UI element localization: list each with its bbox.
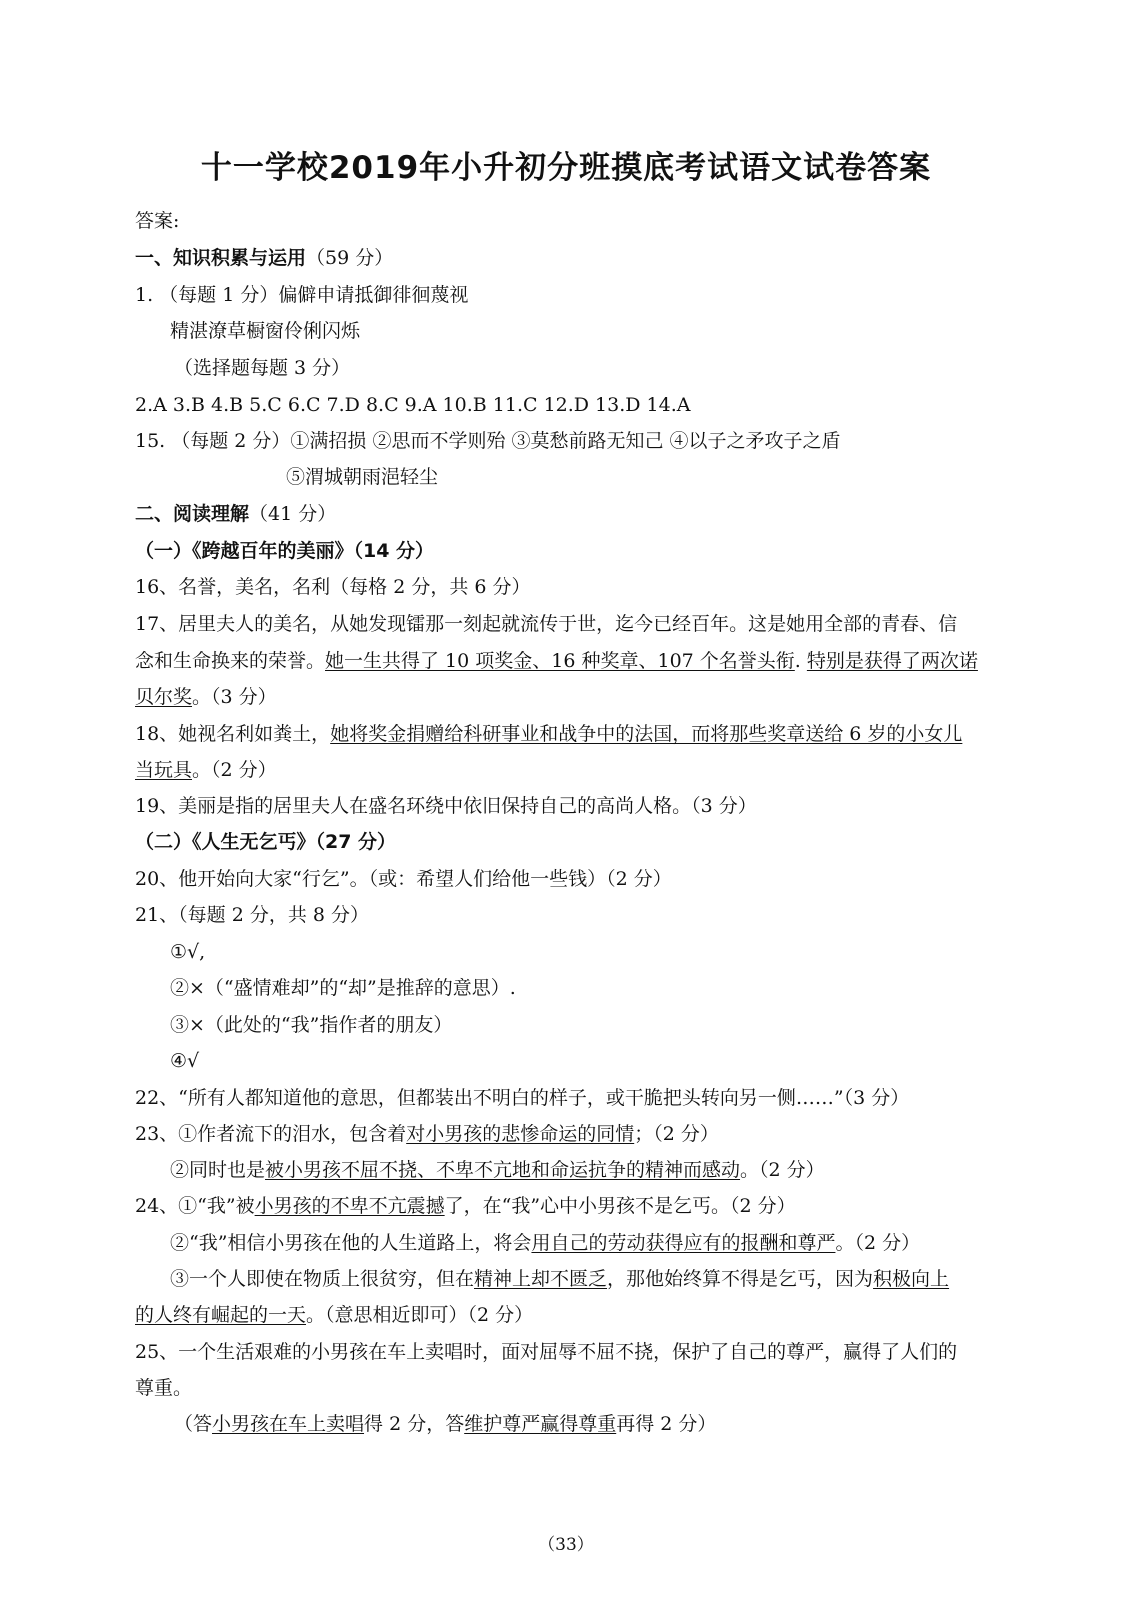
line-text: 2.A 3.B 4.B 5.C 6.C 7.D 8.C 9.A 10.B 11.C 12.D 13.D 14.A [135, 394, 691, 416]
line-text: ⑤渭城朝雨浥轻尘 [286, 466, 439, 488]
subsection-heading [135, 538, 434, 564]
underlined-answer: 小男孩在车上卖唱 [212, 1413, 365, 1435]
answer-label [135, 208, 179, 234]
line-text: ②“我”相信小男孩在他的人生道路上，将会 [170, 1232, 532, 1254]
bold-text: 二、阅读理解 [135, 503, 250, 525]
section-heading [135, 501, 336, 527]
line-text: ④√ [170, 1050, 200, 1072]
section-heading [135, 245, 393, 271]
answer-line [135, 757, 277, 783]
line-text: 15. （每题 2 分）①满招损 ②思而不学则殆 ③莫愁前路无知己 ④以子之矛攻子之盾 [135, 430, 841, 452]
underlined-answer: 当玩具 [135, 759, 193, 781]
answer-line [135, 1339, 957, 1365]
underlined-answer: 小男孩的不卑不亢震撼 [254, 1195, 445, 1217]
line-text: 尊重。 [135, 1377, 193, 1399]
line-text: 。（意思相近即可）（2 分） [306, 1304, 534, 1326]
answer-line [135, 282, 468, 308]
line-text: 25、一个生活艰难的小男孩在车上卖唱时，面对屈辱不屈不挠，保护了自己的尊严，赢得了人们的 [135, 1341, 958, 1363]
document-title: 十一学校2019年小升初分班摸底考试语文试卷答案 [200, 150, 932, 186]
answer-line [135, 574, 531, 600]
underlined-answer: 被小男孩不屈不挠、不卑不亢地和命运抗争的精神而感动 [265, 1159, 741, 1181]
line-text: ②同时也是 [170, 1159, 266, 1181]
underlined-answer: 对小男孩的悲惨命运的同情 [406, 1123, 635, 1145]
line-text: ；（2 分） [634, 1123, 719, 1145]
answer-line [135, 1193, 796, 1219]
line-text: 得 2 分，答 [364, 1413, 465, 1435]
underlined-answer: 积极向上 [873, 1268, 950, 1290]
answer-line [170, 1048, 199, 1074]
underlined-answer: 用自己的劳动获得应有的报酬和尊严 [531, 1232, 836, 1254]
answer-line [135, 648, 978, 674]
line-text: 16、名誉，美名，名利（每格 2 分，共 6 分） [135, 576, 531, 598]
bold-text: （二）《人生无乞丐》（27 分） [135, 831, 397, 853]
line-text: 1. （每题 1 分）偏僻申请抵御徘徊蔑视 [135, 284, 469, 306]
answer-line [135, 392, 690, 418]
line-text: 22、“所有人都知道他的意思，但都装出不明白的样子，或干脆把头转向另一侧……”（3 分） [135, 1087, 910, 1109]
line-text: . [794, 650, 807, 672]
line-text: ③×（此处的“我”指作者的朋友） [170, 1014, 453, 1036]
line-text: 。（2 分） [835, 1232, 921, 1254]
answer-line [135, 1085, 909, 1111]
answer-line [170, 1157, 825, 1183]
answer-line [135, 1375, 192, 1401]
line-text: （选择题每题 3 分） [174, 357, 351, 379]
answer-line [135, 793, 757, 819]
answer-line [170, 1230, 920, 1256]
answer-line [174, 1411, 716, 1437]
answer-line [135, 684, 277, 710]
line-text: 精湛潦草橱窗伶俐闪烁 [170, 320, 361, 342]
underlined-answer: 贝尔奖 [135, 686, 193, 708]
answer-line [170, 1266, 949, 1292]
line-text: 24、①“我”被 [135, 1195, 255, 1217]
answer-line [170, 975, 516, 1001]
line-text: （41 分） [249, 503, 337, 525]
page-number: （33） [538, 1535, 594, 1555]
line-text: 18、她视名利如粪土， [135, 723, 331, 745]
answer-line [135, 1121, 719, 1147]
answer-line [170, 318, 360, 344]
line-text: 。（2 分） [740, 1159, 825, 1181]
line-text: ②×（“盛情难却”的“却”是推辞的意思）. [170, 977, 516, 999]
answer-line [286, 464, 438, 490]
line-text: 21、（每题 2 分，共 8 分） [135, 904, 370, 926]
line-text: 17、居里夫人的美名，从她发现镭那一刻起就流传于世，迄今已经百年。这是她用全部的青春、信 [135, 613, 958, 635]
answer-line [135, 1302, 533, 1328]
underlined-answer: 她将奖金捐赠给科研事业和战争中的法国，而将那些奖章送给 6 岁的小女儿 [330, 723, 963, 745]
bold-text: 一、知识积累与运用 [135, 247, 307, 269]
line-text: ③一个人即使在物质上很贫穷，但在 [170, 1268, 475, 1290]
bold-text: （一）《跨越百年的美丽》（14 分） [135, 540, 435, 562]
line-text: 答案: [135, 210, 180, 232]
line-text: 再得 2 分） [616, 1413, 717, 1435]
line-text: （59 分） [306, 247, 394, 269]
answer-line [174, 355, 350, 381]
answer-line [170, 1012, 452, 1038]
answer-line [135, 611, 957, 637]
underlined-answer: 维护尊严赢得尊重 [464, 1413, 617, 1435]
underlined-answer: 的人终有崛起的一天 [135, 1304, 307, 1326]
line-text: （答 [174, 1413, 213, 1435]
answer-line [135, 866, 672, 892]
line-text: ①√, [170, 941, 206, 963]
line-text: 20、他开始向大家“行乞”。（或：希望人们给他一些钱）（2 分） [135, 868, 672, 890]
underlined-answer: 她一生共得了 10 项奖金、16 种奖章、107 个名誉头衔 [325, 650, 795, 672]
line-text: 19、美丽是指的居里夫人在盛名环绕中依旧保持自己的高尚人格。（3 分） [135, 795, 757, 817]
line-text: 了，在“我”心中小男孩不是乞丐。（2 分） [444, 1195, 796, 1217]
answer-line [135, 902, 369, 928]
answer-line [135, 721, 962, 747]
answer-line [135, 428, 841, 454]
underlined-answer: 特别是获得了两次诺 [806, 650, 978, 672]
line-text: 念和生命换来的荣誉。 [135, 650, 326, 672]
underlined-answer: 精神上却不匮乏 [474, 1268, 608, 1290]
answer-line [170, 939, 205, 965]
line-text: 。（3 分） [192, 686, 277, 708]
subsection-heading [135, 829, 396, 855]
line-text: 23、①作者流下的泪水，包含着 [135, 1123, 407, 1145]
line-text: 。（2 分） [192, 759, 277, 781]
line-text: ，那他始终算不得是乞丐，因为 [607, 1268, 874, 1290]
